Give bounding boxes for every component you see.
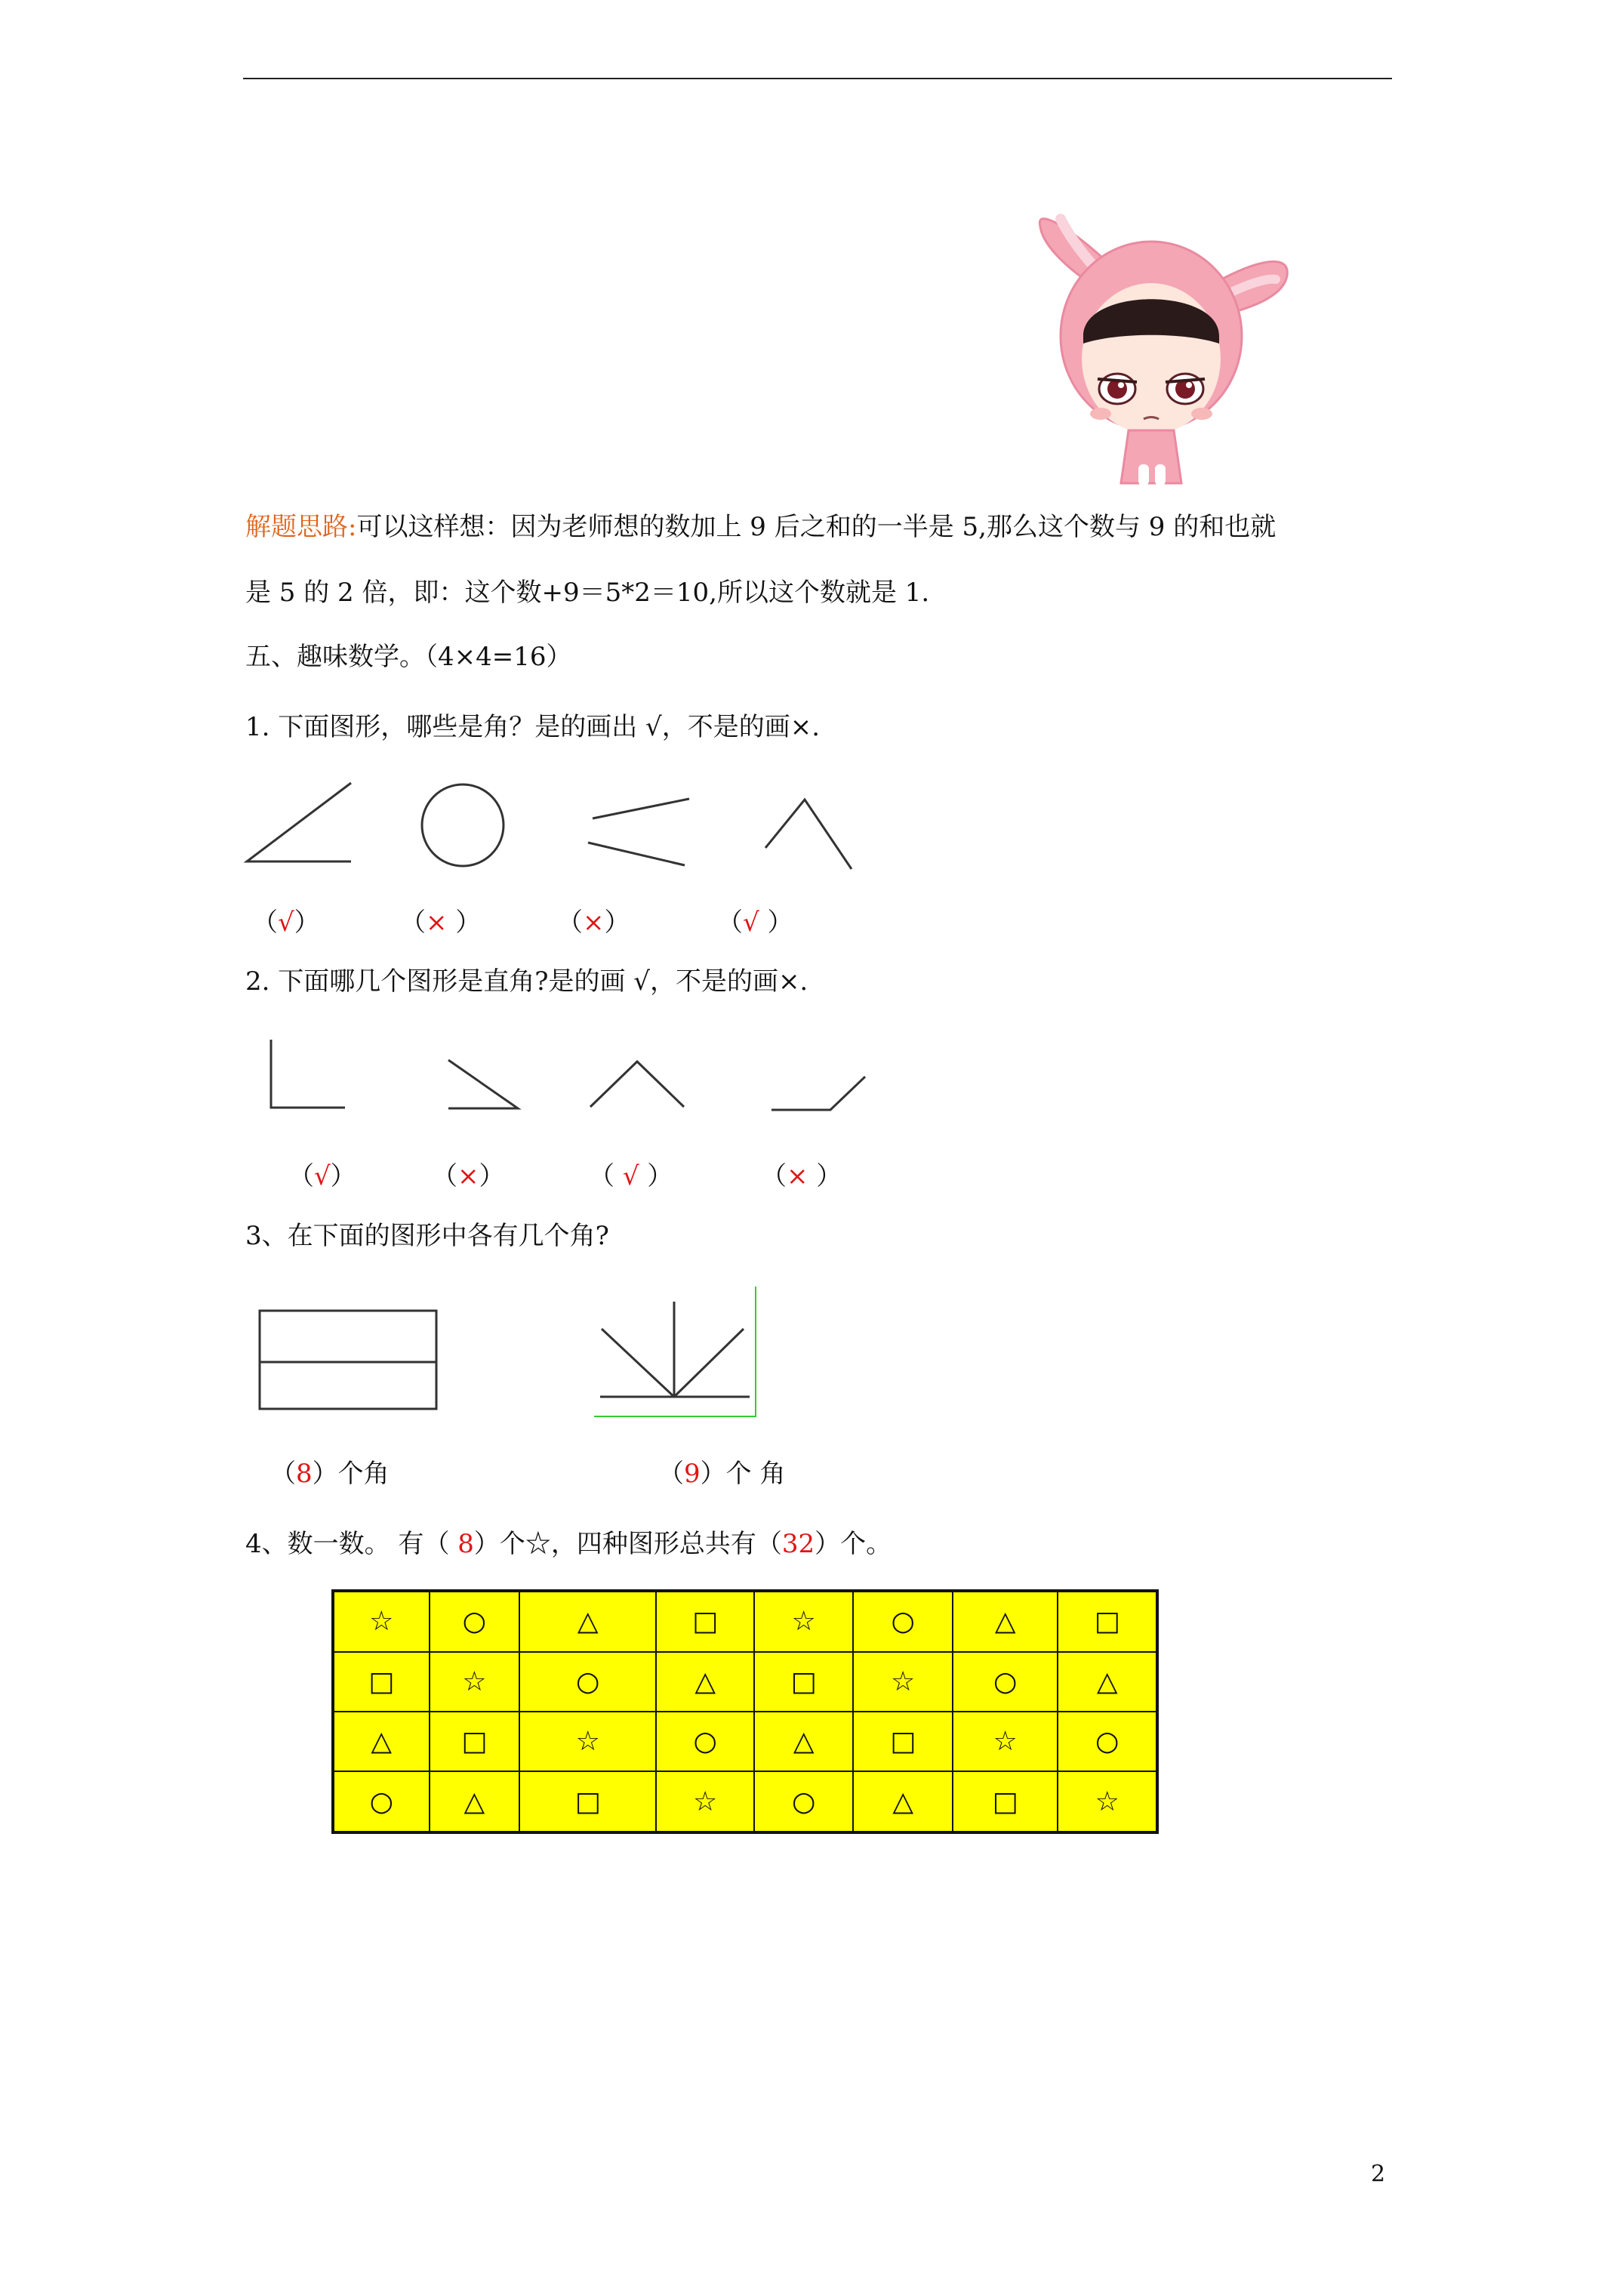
- table-cell: ☆: [1058, 1771, 1157, 1832]
- table-cell: △: [519, 1591, 656, 1652]
- q1-answer-4: （√ ）: [717, 908, 793, 938]
- shape-count-table: [331, 1589, 1159, 1834]
- table-cell: ○: [519, 1652, 656, 1712]
- table-row: [333, 1771, 1157, 1832]
- q2-answer-3: （ √ ）: [589, 1161, 673, 1191]
- table-cell: □: [754, 1652, 854, 1712]
- q2-figure-right-angle-tilted: [587, 1057, 689, 1114]
- table-row: [333, 1591, 1157, 1652]
- cartoon-bunny-girl-illustration: [1027, 204, 1298, 491]
- table-cell: ○: [754, 1771, 854, 1832]
- table-cell: ☆: [953, 1712, 1058, 1771]
- q1-figure-caret-angle: [762, 797, 857, 872]
- q1-answer-1: （√）: [252, 908, 320, 938]
- table-row: [333, 1652, 1157, 1712]
- table-cell: □: [656, 1591, 754, 1652]
- hint-label: 解题思路:: [245, 512, 357, 542]
- question-3-text: 3、在下面的图形中各有几个角?: [245, 1221, 609, 1251]
- header-rule: [243, 78, 1392, 79]
- table-cell: △: [754, 1712, 854, 1771]
- q2-answer-1: （√）: [288, 1161, 356, 1191]
- q4-total-count: 32: [781, 1529, 815, 1559]
- q2-figure-right-angle: [268, 1038, 351, 1114]
- question-4-text: 4、数一数。 有（ 8）个☆，四种图形总共有（32）个。: [245, 1529, 892, 1559]
- table-cell: □: [519, 1771, 656, 1832]
- table-cell: ☆: [519, 1712, 656, 1771]
- table-cell: ○: [853, 1591, 953, 1652]
- question-1-text: 1. 下面图形，哪些是角？是的画出 √，不是的画×.: [245, 712, 821, 742]
- page-number: 2: [1371, 2161, 1386, 2187]
- table-cell: □: [1058, 1591, 1157, 1652]
- q1-figure-open-lines: [585, 793, 694, 868]
- table-cell: □: [430, 1712, 520, 1771]
- hint-line-2: 是 5 的 2 倍，即：这个数+9＝5*2＝10,所以这个数就是 1.: [245, 578, 930, 608]
- q1-figure-angle: [245, 781, 359, 864]
- table-cell: ○: [333, 1771, 430, 1832]
- q2-answer-4: （× ）: [761, 1161, 842, 1191]
- q3-answer-2: （9）个 角: [658, 1459, 786, 1489]
- table-cell: ☆: [754, 1591, 854, 1652]
- hint-line-1: [245, 512, 1276, 542]
- table-cell: △: [853, 1771, 953, 1832]
- table-cell: ☆: [333, 1591, 430, 1652]
- q3-answer-1: （8）个角: [270, 1459, 390, 1489]
- q3-figure-divided-rectangle: [257, 1308, 439, 1413]
- q3-figure-fan-lines: [593, 1285, 759, 1421]
- table-cell: ○: [430, 1591, 520, 1652]
- table-cell: △: [333, 1712, 430, 1771]
- table-cell: ○: [656, 1712, 754, 1771]
- table-cell: ☆: [430, 1652, 520, 1712]
- q2-figure-acute-angle: [445, 1057, 525, 1114]
- section-title: 五、趣味数学。（4×4=16）: [245, 642, 572, 672]
- table-cell: △: [953, 1591, 1058, 1652]
- table-cell: △: [430, 1771, 520, 1832]
- q4-star-count: 8: [457, 1529, 474, 1559]
- table-cell: ○: [953, 1652, 1058, 1712]
- table-cell: □: [953, 1771, 1058, 1832]
- q2-answer-2: （×）: [432, 1161, 505, 1191]
- table-cell: □: [333, 1652, 430, 1712]
- question-2-text: 2. 下面哪几个图形是直角?是的画 √，不是的画×.: [245, 966, 808, 997]
- table-cell: □: [853, 1712, 953, 1771]
- table-cell: △: [656, 1652, 754, 1712]
- q1-answer-3: （×）: [557, 908, 630, 938]
- table-cell: ☆: [853, 1652, 953, 1712]
- hint-text-1: 可以这样想：因为老师想的数加上 9 后之和的一半是 5,那么这个数与 9 的和也就: [356, 512, 1277, 542]
- q1-figure-circle: [419, 781, 510, 872]
- table-cell: ☆: [656, 1771, 754, 1832]
- q1-answer-2: （× ）: [400, 908, 482, 938]
- table-cell: ○: [1058, 1712, 1157, 1771]
- q2-figure-obtuse-angle: [770, 1074, 868, 1115]
- table-row: [333, 1712, 1157, 1771]
- table-cell: △: [1058, 1652, 1157, 1712]
